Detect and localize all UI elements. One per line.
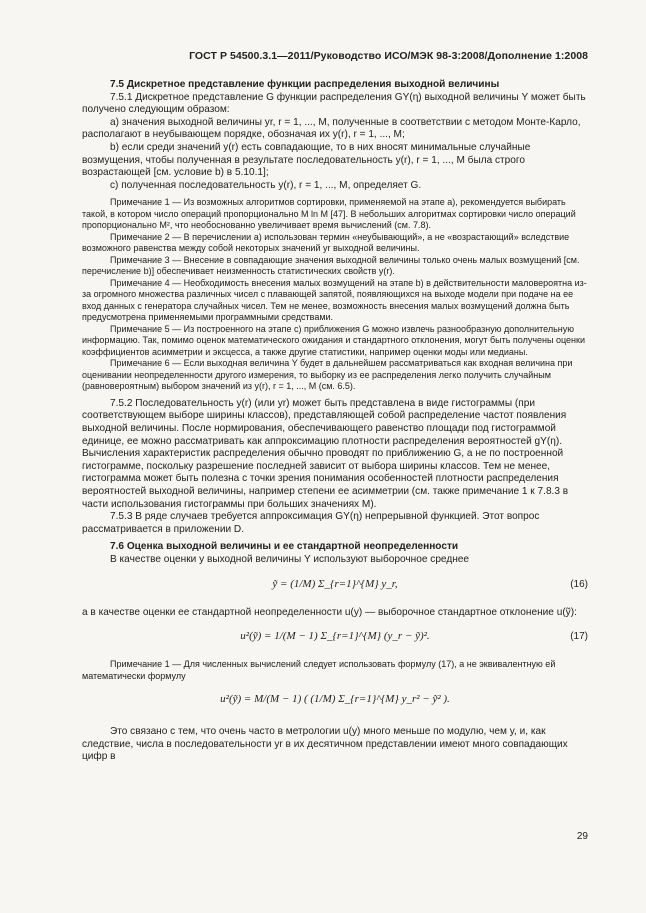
- para-7-6-reason: Это связано с тем, что очень часто в метрологии u(y) много меньше по модулю, чем y, и, как следствие, числа в последовательности yr в их десятичном представлении имеют много совпадающих цифр в: [82, 726, 568, 763]
- formula-equiv-expr: u²(ỹ) = M/(M − 1) ( (1/M) Σ_{r=1}^{M} y_r² − ỹ² ).: [220, 693, 450, 706]
- running-header: ГОСТ Р 54500.3.1—2011/Руководство ИСО/МЭК 98-3:2008/Дополнение 1:2008: [189, 50, 588, 62]
- item-b: b) если среди значений y(r) есть совпадающие, то в них вносят минимальные случайные возмущения, чтобы полученная в результате последовательность y(r), r = 1, ..., M была строго возрастающей [см. условие b) в 5.10.1];: [82, 141, 531, 179]
- para-7-5-1: 7.5.1 Дискретное представление G функции распределения GY(η) выходной величины Y может быть получено следующим образом:: [82, 91, 586, 116]
- note-2: Примечание 2 — В перечислении а) использован термин «неубывающий», а не «возрастающий» вследствие возможного равенства между собой некоторых значений yr выходной величины.: [82, 231, 570, 254]
- para-7-5-3: 7.5.3 В ряде случаев требуется аппроксимация GY(η) непрерывной функцией. Этот вопрос рассматривается в приложении D.: [82, 511, 540, 535]
- section-7-6-title: 7.6 Оценка выходной величины и ее стандартной неопределенности: [110, 541, 459, 553]
- formula-17: [82, 619, 588, 659]
- note-7-6: Примечание 1 — Для численных вычислений следует использовать формулу (17), а не эквивалентную ей математически формулу: [82, 659, 556, 681]
- item-c: c) полученная последовательность y(r), r = 1, ..., M, определяет G.: [110, 179, 422, 191]
- page-number: 29: [576, 831, 588, 842]
- note-6: Примечание 6 — Если выходная величина Y будет в дальнейшем рассматриваться как входная величина при оценивании неопределенности другого измерения, то выборку из ее распределения легко получить случайным (равновероятным) выбором значений из y(r), r = 1, ..., M (см. 6.5).: [82, 358, 573, 392]
- formula-16: [82, 567, 588, 607]
- note-1: Примечание 1 — Из возможных алгоритмов сортировки, применяемой на этапе а), рекомендуется выбирать такой, в котором число операций пропорционально M ln M [47]. В небольших алгоритмах сортировки число операций пропорционально M², что необоснованно увеличивает время вычислений (см. 7.8).: [82, 197, 576, 231]
- section-7-5-title: 7.5 Дискретное представление функции распределения выходной величины: [110, 79, 500, 90]
- para-7-6-std: а в качестве оценки ее стандартной неопределенности u(y) — выборочное стандартное отклонение u(ỹ):: [82, 606, 577, 618]
- para-7-6-intro: В качестве оценки y выходной величины Y используют выборочное среднее: [110, 553, 470, 565]
- para-7-5-2: 7.5.2 Последовательность y(r) (или yr) может быть представлена в виде гистограммы (при соответствующем выборе ширины классов), представляющей собой распределение частот появления выходной величины. После нормирования, обеспечивающего равенство площади под гистограммой единице, ее можно рассматривать как аппроксимацию плотности распределения вероятностей gY(η). Вычисления характеристик распределения обычно проводят по приближению G, а не по построенной гистограмме, поскольку разрешение последней зависит от выбора ширины классов. Тем не менее, гистограмма может быть полезна с точки зрения понимания особенностей плотности распределения вероятностей выходной величины, например степени ее асимметрии (см. также примечание 1 к 7.8.3 в части использования гистограммы при больших значениях M).: [82, 397, 569, 510]
- page-content: [82, 79, 588, 764]
- formula-17-number: (17): [570, 631, 588, 643]
- note-4: Примечание 4 — Необходимость внесения малых возмущений на этапе b) в действительности маловероятна из-за огромного множества различных чисел с плавающей запятой, появляющихся на выходе модели при подаче на ее вход данных с генератора случайных чисел. Тем не менее, возможность внесения малых возмущений должна быть предусмотрена применяемыми программными средствами.: [82, 277, 587, 323]
- note-5: Примечание 5 — Из построенного на этапе с) приближения G можно извлечь разнообразную дополнительную информацию. Так, помимо оценок математического ожидания и стандартного отклонения, могут быть получены оценки коэффициентов асимметрии и эксцесса, а также другие статистики, например оценки моды или медианы.: [82, 323, 585, 357]
- formula-17-expr: u²(ỹ) = 1/(M − 1) Σ_{r=1}^{M} (y_r − ỹ)².: [240, 630, 430, 643]
- formula-16-number: (16): [570, 578, 588, 590]
- formula-equiv: [82, 682, 588, 726]
- note-3: Примечание 3 — Внесение в совпадающие значения выходной величины только очень малых возмущений [см. перечисление b)] обеспечивает неизменность статистических свойств y(r).: [82, 254, 580, 277]
- formula-16-expr: ỹ = (1/M) Σ_{r=1}^{M} y_r,: [272, 577, 398, 590]
- item-a: а) значения выходной величины yr, r = 1, ..., M, полученные в соответствии с методом Монте-Карло, располагают в неубывающем порядке, обозначая их y(r), r = 1, ..., M;: [82, 116, 581, 141]
